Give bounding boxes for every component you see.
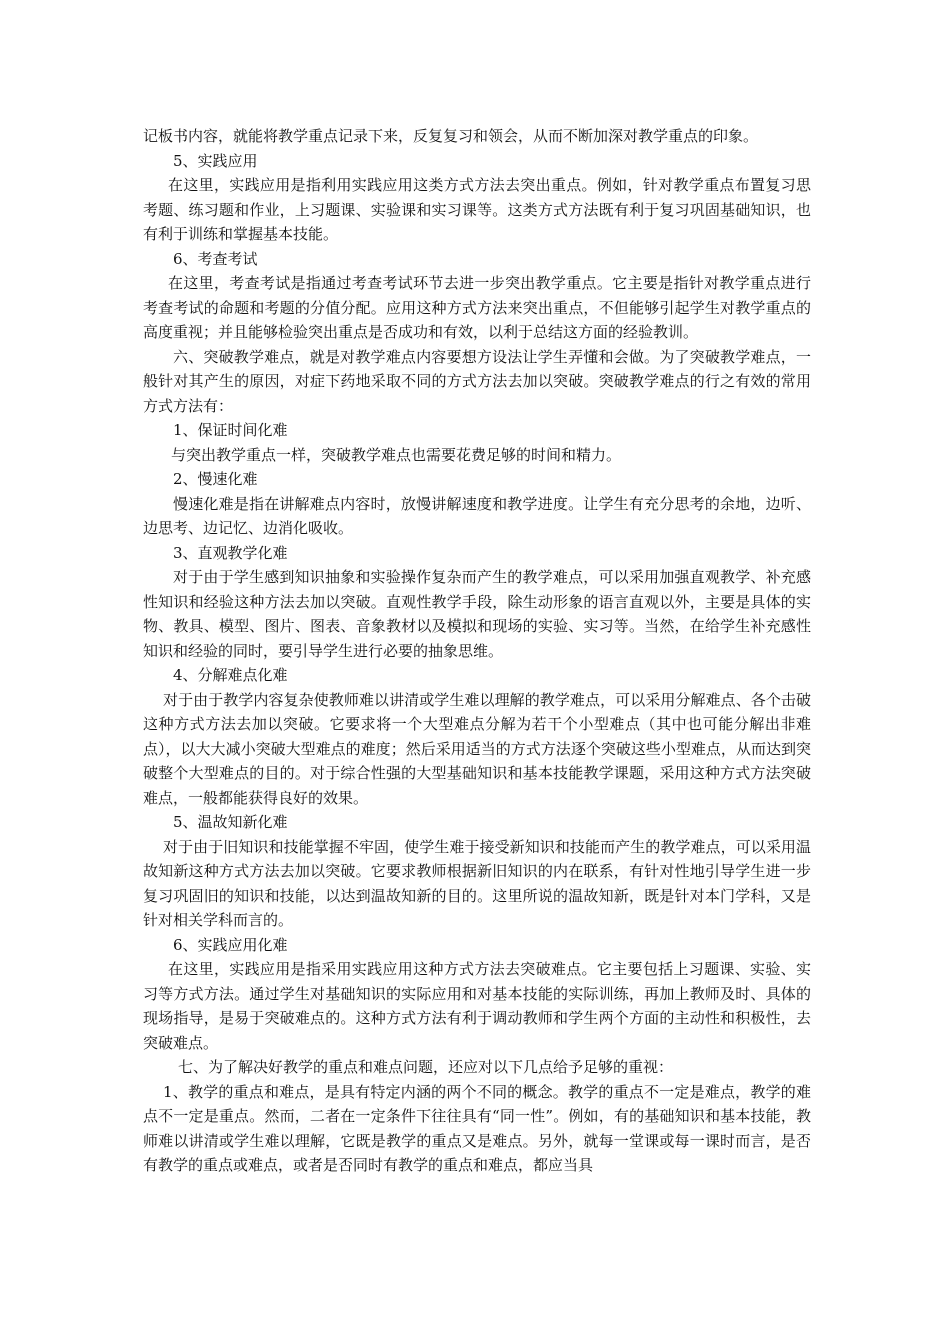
paragraph-intro: 记板书内容，就能将教学重点记录下来，反复复习和领会，从而不断加深对教学重点的印象。 — [143, 127, 759, 145]
heading-intuitive-teaching: 3、直观教学化难 — [173, 543, 288, 562]
heading-practice-application: 5、实践应用 — [173, 151, 258, 170]
heading-review: 5、温故知新化难 — [173, 813, 288, 831]
paragraph-decompose: 对于由于教学内容复杂使教师难以讲清或学生难以理解的教学难点，可以采用分解难点、各个击破这种方式方法去加以突破。它要求将一个大型难点分解为若干个小型难点（其中也可能分解出非难点），以大大减小突破大型难点的难度；然后采用适当的方式方法逐个突破这些小型难点，从而达到突破整个大型难点的目的。对于综合性强的大型基础知识和基本技能教学课题，采用这种方式方法突破难点，一般都能获得良好的效果。 — [143, 690, 811, 807]
paragraph-review: 对于由于旧知识和技能掌握不牢固，使学生难于接受新知识和技能而产生的教学难点，可以采用温故知新这种方式方法去加以突破。它要求教师根据新旧知识的内在联系，有针对性地引导学生进一步复习巩固旧的知识和技能，以达到温故知新的目的。这里所说的温故知新，既是针对本门学科，又是针对相关学科而言的。 — [143, 837, 811, 929]
heading-slow-speed: 2、慢速化难 — [173, 470, 258, 488]
heading-exam: 6、考查考试 — [173, 249, 258, 268]
paragraph-ensure-time: 与突出教学重点一样，突破教学难点也需要花费足够的时间和精力。 — [171, 445, 622, 464]
paragraph-slow-speed: 慢速化难是指在讲解难点内容时，放慢讲解速度和教学进度。让学生有充分思考的余地，边听、边思考、边记忆、边消化吸收。 — [143, 494, 811, 537]
heading-ensure-time: 1、保证时间化难 — [173, 421, 288, 439]
paragraph-point-one: 1、教学的重点和难点，是具有特定内涵的两个不同的概念。教学的重点不一定是难点，教学的难点不一定是重点。然而，二者在一定条件下往往具有“同一性”。例如，有的基础知识和基本技能，教师难以讲清或学生难以理解，它既是教学的重点又是难点。另外，就每一堂课或每一课时而言，是否有教学的重点或难点，或者是否同时有教学的重点和难点，都应当具 — [143, 1082, 811, 1174]
paragraph-intuitive-teaching: 对于由于学生感到知识抽象和实验操作复杂而产生的教学难点，可以采用加强直观教学、补充感性知识和经验这种方法去加以突破。直观性教学手段，除生动形象的语言直观以外，主要是具体的实物、教具、模型、图片、图表、音象教材以及模拟和现场的实验、实习等。当然，在给学生补充感性知识和经验的同时，要引导学生进行必要的抽象思维。 — [143, 568, 811, 660]
paragraph-exam: 在这里，考查考试是指通过考查考试环节去进一步突出教学重点。它主要是指针对教学重点进行考查考试的命题和考题的分值分配。应用这种方式方法来突出重点，不但能够引起学生对教学重点的高度重视；并且能够检验突出重点是否成功和有效，以利于总结这方面的经验教训。 — [143, 274, 811, 341]
heading-practice-difficulty: 6、实践应用化难 — [173, 935, 288, 954]
paragraph-practice-application: 在这里，实践应用是指利用实践应用这类方式方法去突出重点。例如，针对教学重点布置复习思考题、练习题和作业，上习题课、实验课和实习课等。这类方式方法既有利于复习巩固基础知识，也有利于训练和掌握基本技能。 — [143, 176, 811, 243]
heading-section-six: 六、突破教学难点，就是对教学难点内容要想方设法让学生弄懂和会做。为了突破教学难点，一般针对其产生的原因，对症下药地采取不同的方式方法去加以突破。突破教学难点的行之有效的常用方式方法有： — [143, 347, 811, 415]
heading-section-seven: 七、为了解决好教学的重点和难点问题，还应对以下几点给予足够的重视： — [178, 1058, 674, 1076]
heading-decompose: 4、分解难点化难 — [173, 666, 288, 684]
paragraph-practice-difficulty: 在这里，实践应用是指采用实践应用这种方式方法去突破难点。它主要包括上习题课、实验、实习等方式方法。通过学生对基础知识的实际应用和对基本技能的实际训练，再加上教师及时、具体的现场指导，是易于突破难点的。这种方式方法有利于调动教师和学生两个方面的主动性和积极性，去突破难点。 — [143, 960, 811, 1052]
document-page — [143, 124, 811, 1178]
